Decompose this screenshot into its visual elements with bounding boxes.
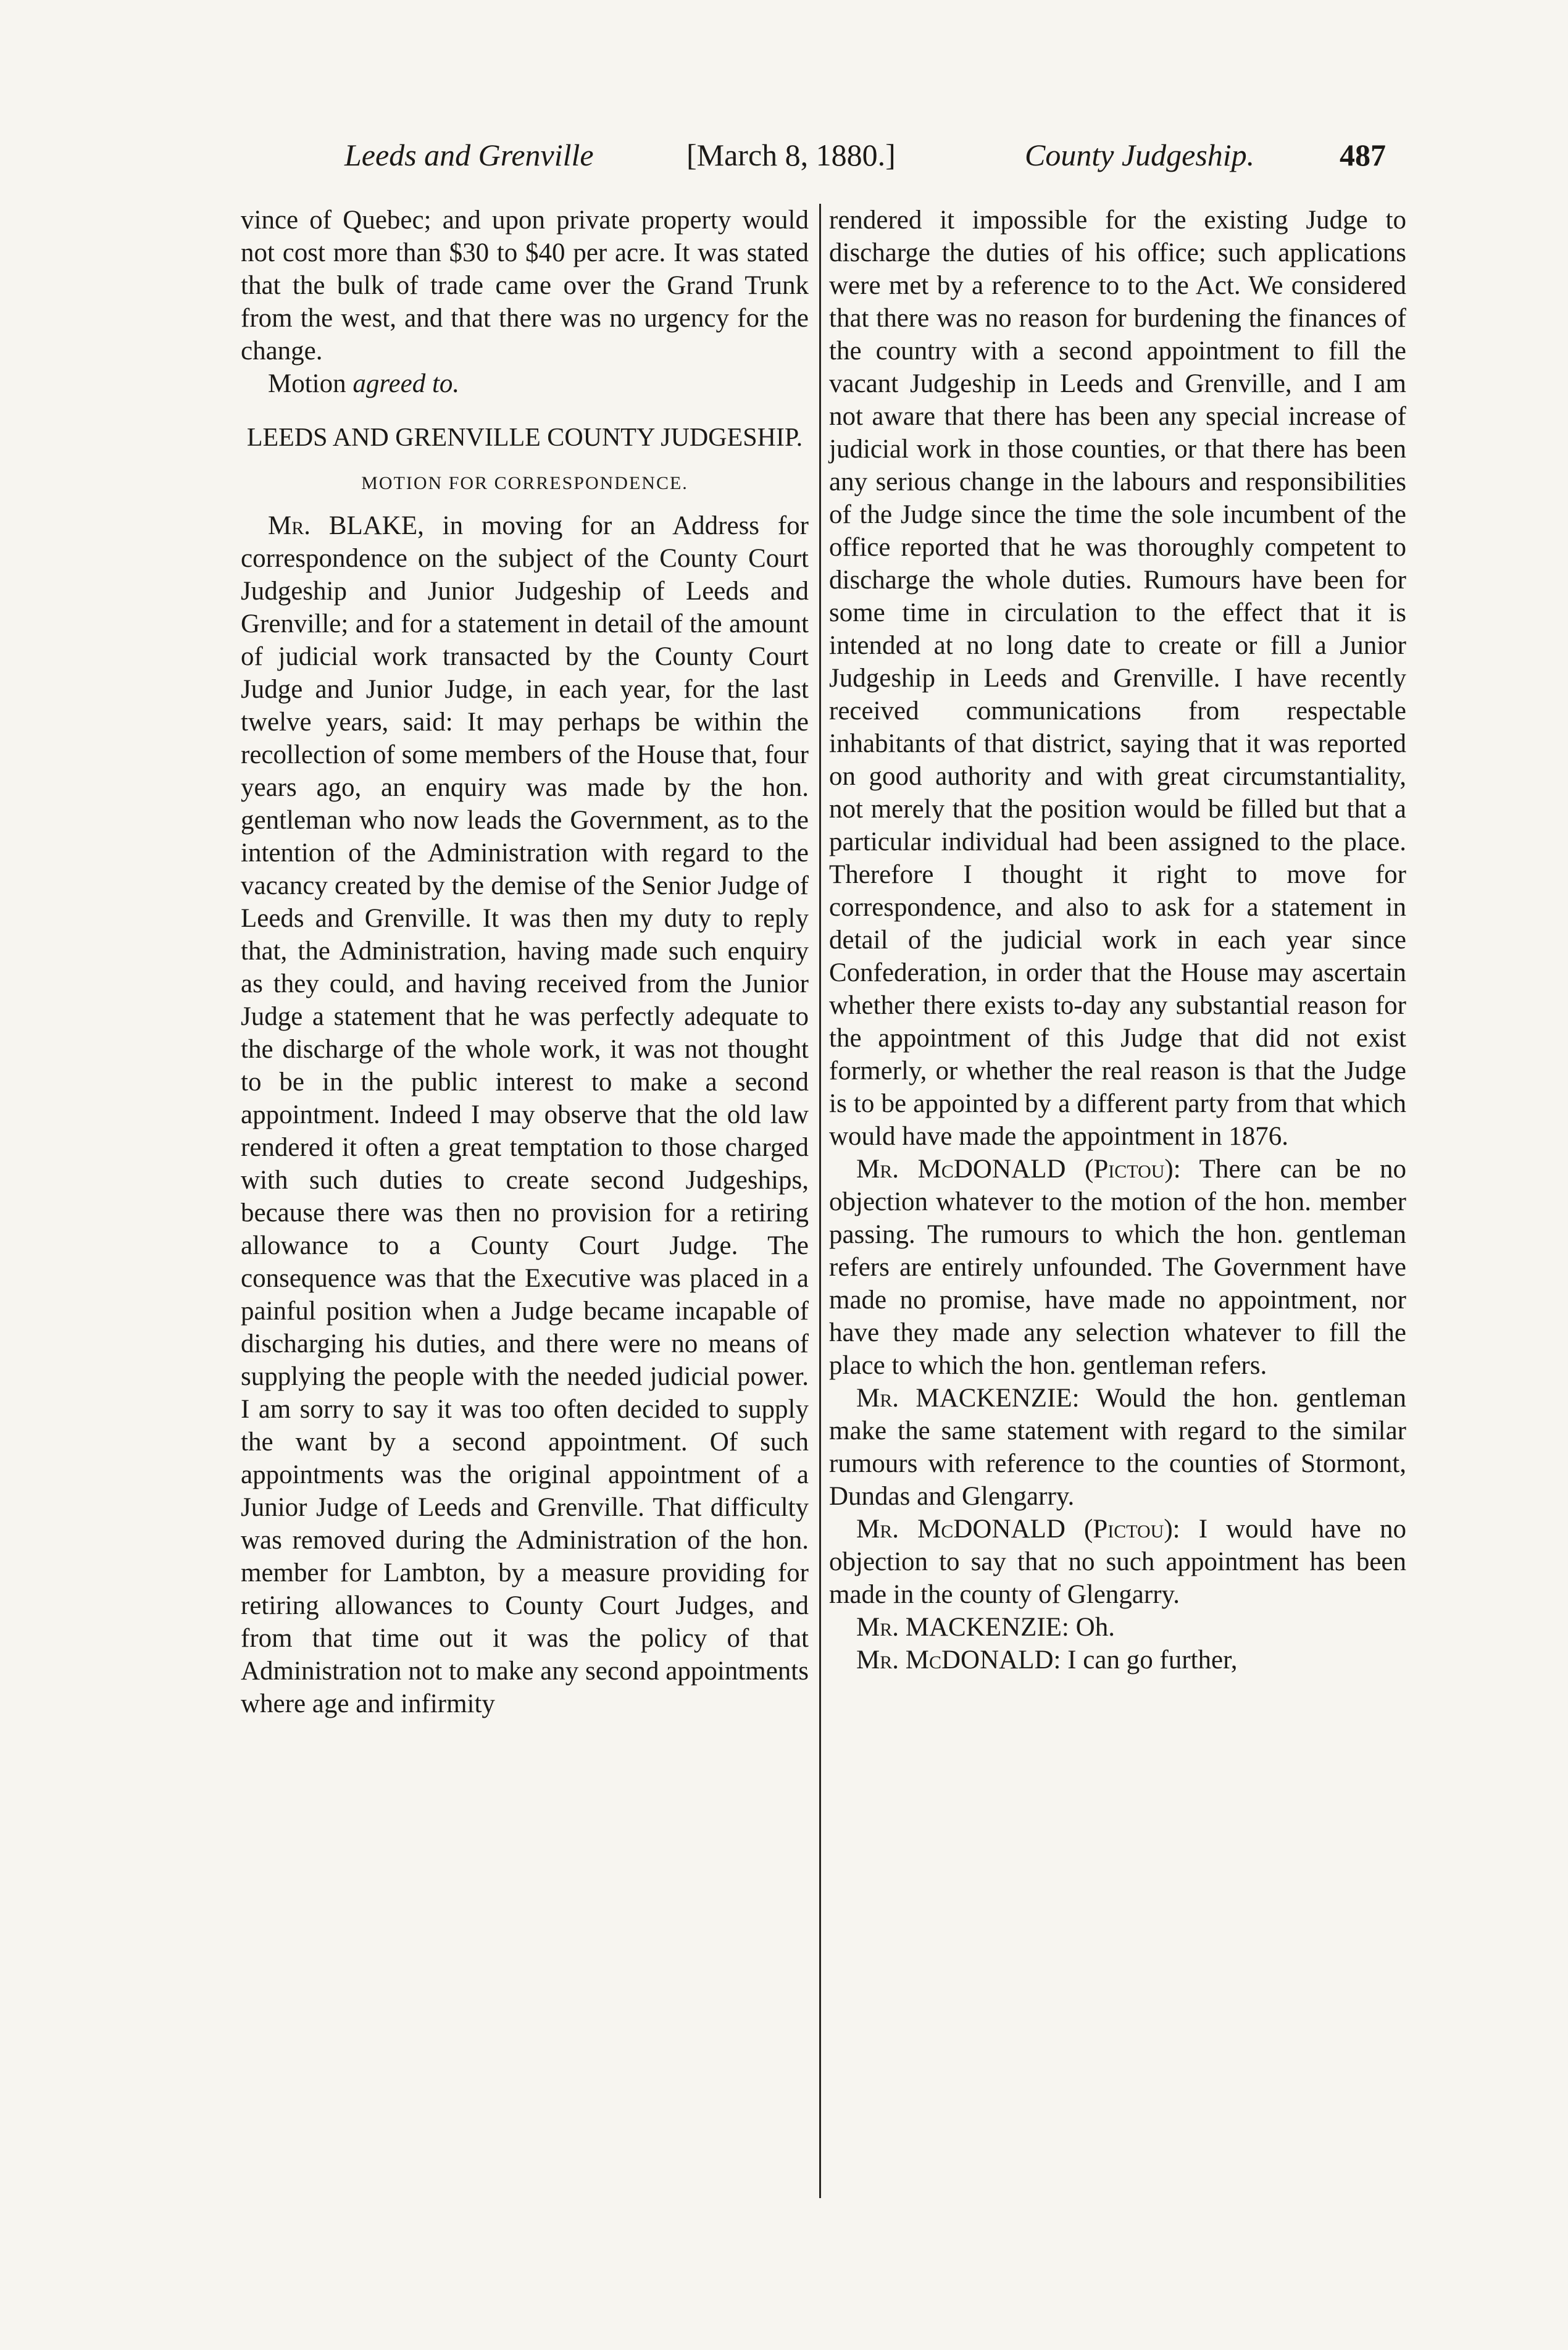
running-header (333, 137, 1420, 186)
mcdonald-reply-3-text: I can go further, (1067, 1645, 1238, 1675)
mackenzie-interjection-text: Oh. (1075, 1613, 1115, 1642)
mcdonald-reply-1-text: There can be no objection whatever to the motion of the hon. member passing. The rumours to which the hon. gentleman refers are entirely unfounded. The Government have made no promise, have made no appointment, nor have they made any selection whatever to fill the place to which the hon. gentleman refers. (829, 1155, 1406, 1380)
mcdonald-reply-1 (829, 1153, 1406, 1382)
mackenzie-question-1 (829, 1382, 1406, 1513)
speaker-blake: Mr. BLAKE, (268, 511, 424, 540)
mackenzie-interjection (829, 1611, 1406, 1644)
header-date: [March 8, 1880.] (686, 138, 896, 172)
blake-speech (241, 509, 809, 1720)
speaker-mackenzie: Mr. MACKENZIE: (856, 1384, 1080, 1413)
speaker-mackenzie: Mr. MACKENZIE: (856, 1613, 1069, 1642)
left-column (241, 204, 809, 1720)
blake-speech-text: in moving for an Address for correspondence on the subject of the County Court Judgeship and Junior Judgeship of Leeds and Grenville; and for a statement in detail of the amount of judicial work transacted by the County Court Judge and Junior Judge, in each year, for the last twelve years, said: It may perhaps be within the recollection of some members of the House that, four years ago, an enquiry was made by the hon. gentleman who now leads the Government, as to the intention of the Administration with regard to the vacancy created by the demise of the Senior Judge of Leeds and Grenville. It was then my duty to reply that, the Administration, having made such enquiry as they could, and having received from the Junior Judge a statement that he was perfectly adequate to the discharge of the whole work, it was not thought to be in the public interest to make a second appointment. Indeed I may observe that the old law rendered it often a great temptation to those charged with such duties to create second Judgeships, because there was then no provision for a retiring allowance to a County Court Judge. The consequence was that the Executive was placed in a painful position when a Judge became incapable of discharging his duties, and there were no means of supplying the people with the needed judicial power. I am sorry to say it was too often decided to supply the want by a second appointment. Of such appointments was the original appointment of a Junior Judge of Leeds and Grenville. That difficulty was removed during the Administration of the hon. member for Lambton, by a measure providing for retiring allowances to County Court Judges, and from that time out it was the policy of that Administration not to make any second appointments where age and infirmity (241, 511, 809, 1718)
paragraph-quebec: vince of Quebec; and upon private property would not cost more than $30 to $40 per acre. It was stated that the bulk of trade came over the Grand Trunk from the west, and that there was no urgency for the change. (241, 206, 809, 366)
section-subheading: MOTION FOR CORRESPONDENCE. (361, 473, 688, 493)
blake-speech-continued: rendered it impossible for the existing Judge to discharge the duties of his office; such applications were met by a reference to to the Act. We considered that there was no reason for burdening the finances of the country with a second appointment to fill the vacant Judgeship in Leeds and Grenville, and I am not aware that there has been any special increase of judicial work in those counties, or that there has been any serious change in the labours and responsibilities of the Judge since the time the sole incumbent of the office reported that he was thoroughly competent to discharge the whole duties. Rumours have been for some time in circulation to the effect that it is intended at no long date to create or fill a Junior Judgeship in Leeds and Grenville. I have recently received communications from respectable inhabitants of that district, saying that it was reported on good authority and with great circumstantiality, not merely that the position would be filled but that a particular individual had been assigned to the place. Therefore I thought it right to move for correspondence, and also to ask for a statement in detail of the judicial work in each year since Confederation, in order that the House may ascertain whether there exists to-day any substantial reason for the appointment of this Judge that did not exist formerly, or whether the real reason is that the Judge is to be appointed by a different party from that which would have made the appointment in 1876. (829, 206, 1406, 1151)
section-heading: LEEDS AND GRENVILLE COUNTY JUDGESHIP. (246, 424, 803, 452)
header-right-title: County Judgeship. (1025, 138, 1255, 172)
mcdonald-reply-3 (829, 1644, 1406, 1676)
motion-word: Motion (268, 369, 346, 398)
motion-agreed-line (241, 367, 809, 400)
motion-agreed: agreed to. (352, 369, 460, 398)
speaker-mcdonald: Mr. McDONALD (Pictou): (856, 1155, 1181, 1184)
header-left-title: Leeds and Grenville (344, 138, 594, 172)
right-column (829, 204, 1406, 1676)
speaker-mcdonald: Mr. McDONALD (Pictou): (856, 1515, 1180, 1544)
column-divider (819, 204, 821, 2198)
mcdonald-reply-2 (829, 1513, 1406, 1611)
page-number: 487 (1340, 138, 1386, 172)
mackenzie-question-1-text: Would the hon. gentleman make the same statement with regard to the similar rumours with reference to the counties of Stormont, Dundas and Glengarry. (829, 1384, 1406, 1511)
mcdonald-reply-2-text: I would have no objection to say that no such appointment has been made in the county of Glengarry. (829, 1515, 1406, 1609)
speaker-mcdonald: Mr. McDONALD: (856, 1645, 1061, 1675)
